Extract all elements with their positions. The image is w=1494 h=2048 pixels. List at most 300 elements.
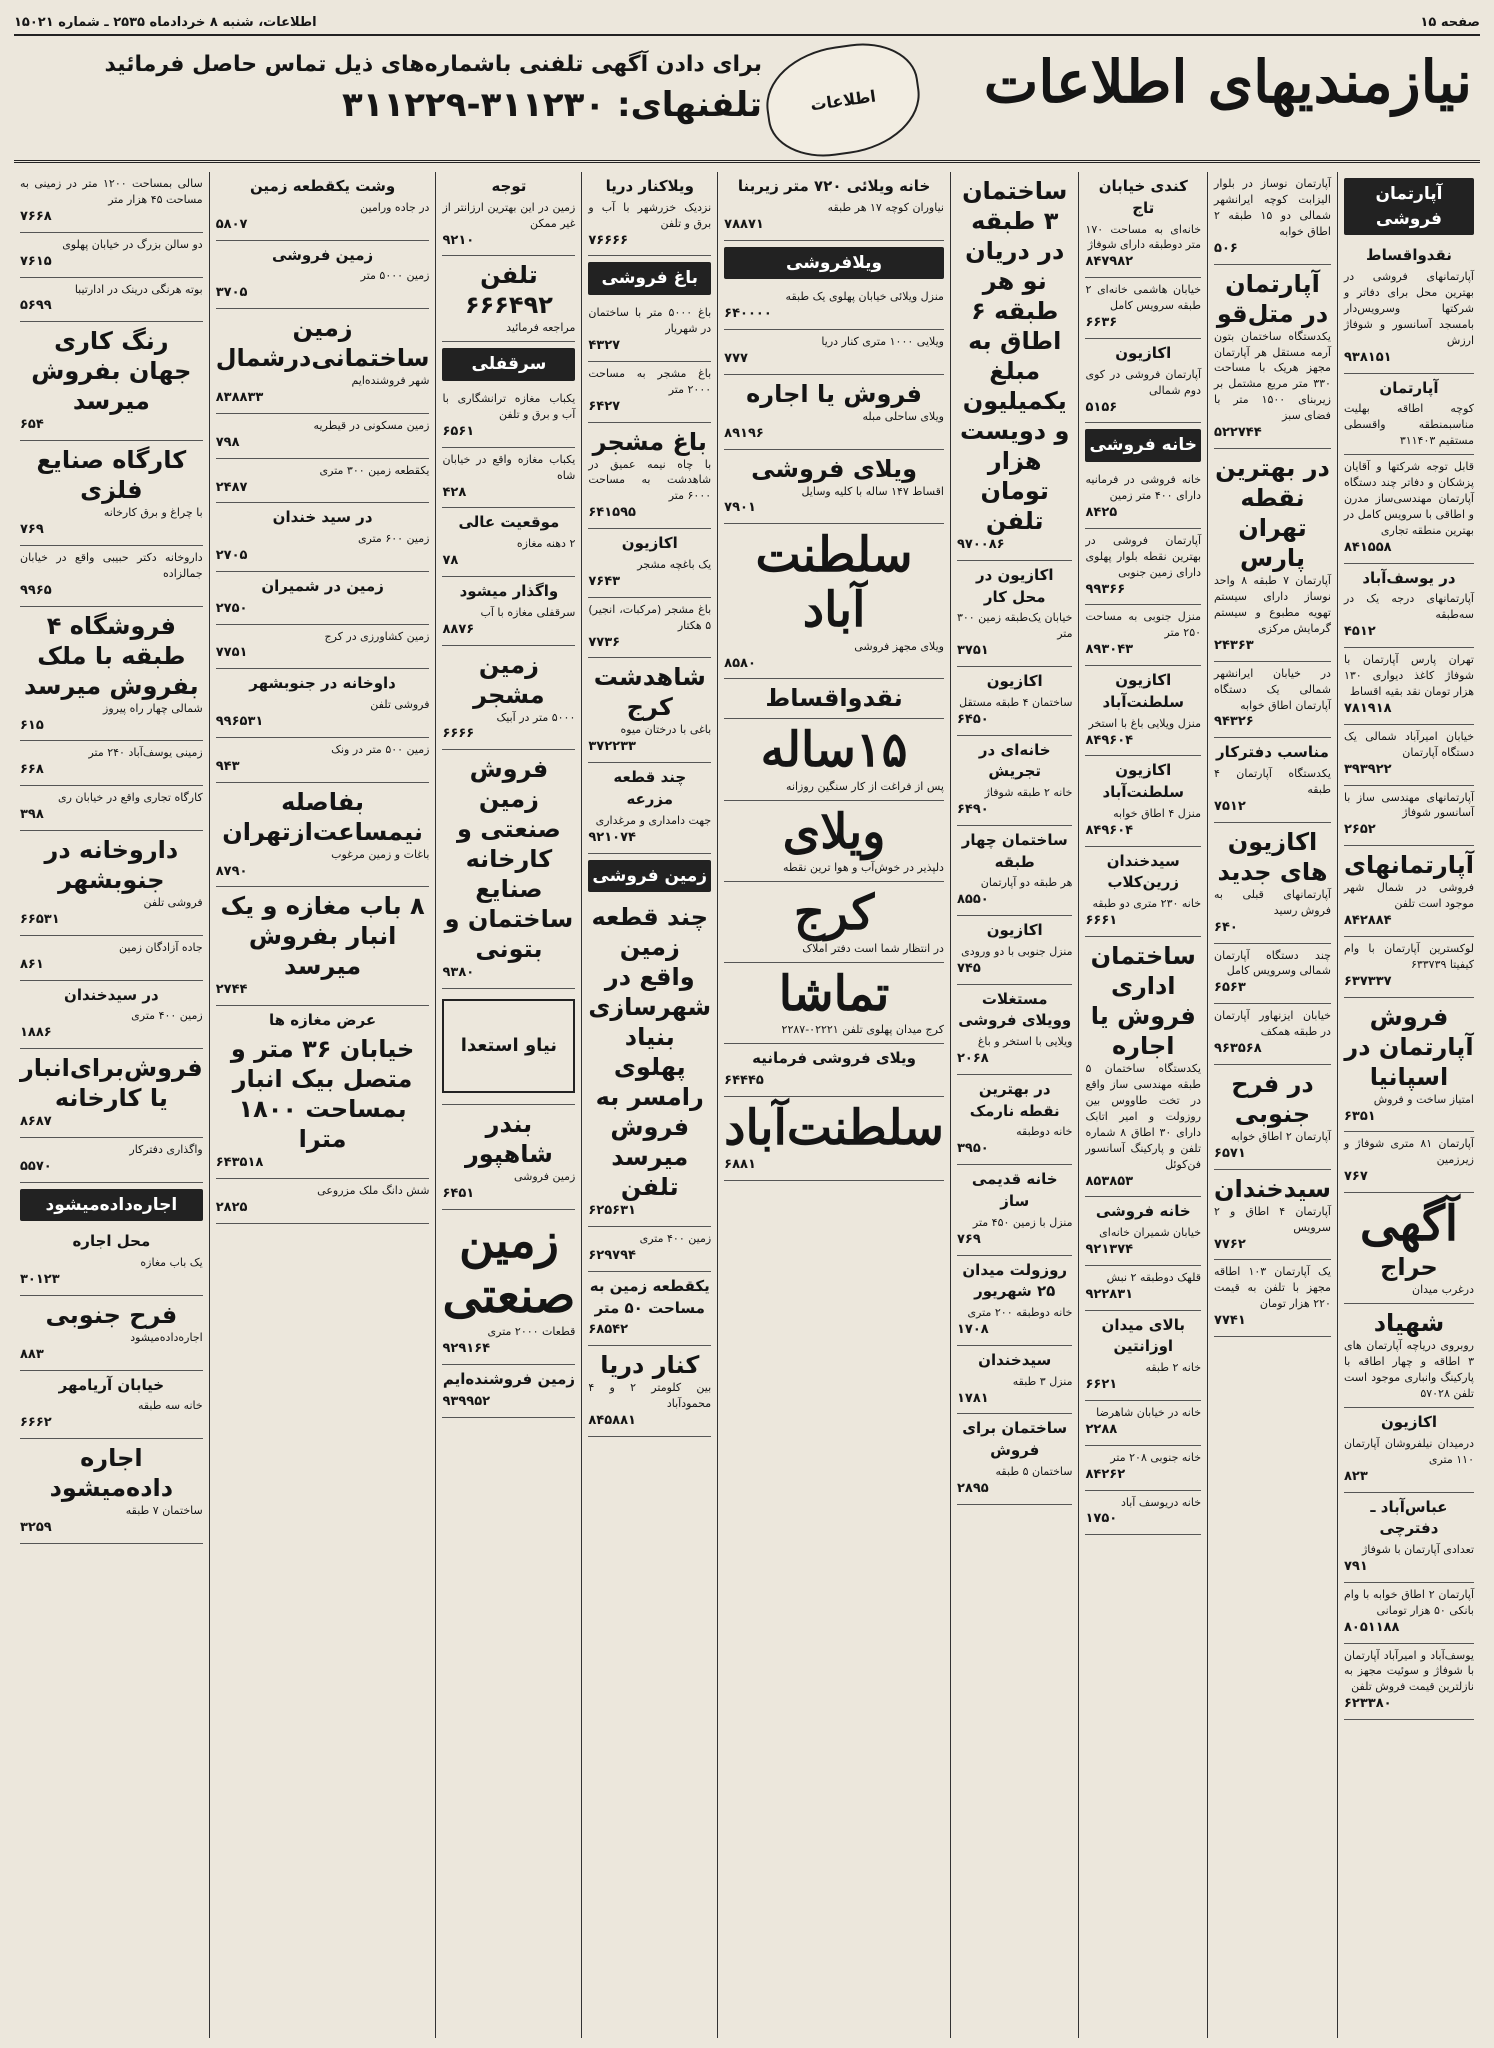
ad-large-text: شاهدشت کرج	[593, 663, 706, 722]
ad-body: زمین فروشی	[513, 1170, 576, 1184]
classified-ad	[442, 1105, 575, 1210]
ad-body: تهران پارس آپارتمان با شوفاژ کاغذ دیواری ۱۳۰ هزار تومان نقد بقیه اقساط	[1343, 653, 1474, 698]
ad-phone: ۶۵۶۱	[442, 423, 475, 439]
classified-ad	[1344, 1132, 1474, 1193]
ad-phone: ۶۴۲۷	[588, 398, 621, 414]
ad-body: آپارتمانهای درجه یک در سه‌طبقه	[1343, 592, 1474, 622]
ad-body: آپارتمانهای قبلی به فروش رسید	[1214, 887, 1331, 917]
ad-body: امتیاز ساخت و فروش	[1373, 1092, 1474, 1106]
ad-body: چند دستگاه آپارتمان شمالی وسرویس کامل	[1214, 948, 1331, 978]
ad-phone: ۳۹۵۰	[956, 1141, 989, 1157]
ad-large-text: فروش‌برای‌انبار یا کارخانه	[19, 1054, 203, 1113]
ad-large-text: حراج	[1380, 1253, 1438, 1282]
ad-phone: ۸۴۲۶۲	[1085, 1466, 1126, 1482]
ad-body: منزل ۴ اطاق خوابه	[1113, 806, 1202, 820]
ad-body: باغات و زمین مرغوب	[331, 847, 430, 861]
ad-phone: ۶۵۴	[20, 417, 44, 433]
section-header: سرقفلی	[442, 348, 575, 381]
classified-ad	[1085, 468, 1201, 529]
page-number: صفحه ۱۵	[1420, 14, 1480, 30]
ad-large-text: فروش زمین صنعتی و کارخانه صنایع ساختمان و بتونی	[444, 755, 574, 964]
ad-heading: محل اجاره	[72, 1232, 151, 1251]
ad-body: فروشی تلفن	[370, 698, 430, 712]
ad-body: منزل جنوبی با دو ورودی	[961, 944, 1073, 958]
classified-ad	[20, 1371, 203, 1440]
ad-body: خانه جنوبی ۲۰۸ متر	[1110, 1450, 1202, 1464]
ad-body: زمین ۵۰۰۰ متر	[360, 269, 430, 283]
ad-body: دو سالن بزرگ در خیابان پهلوی	[62, 237, 203, 251]
ad-heading: خانه‌ای در تجریش	[978, 740, 1051, 781]
ad-phone: ۹۹۳۶۶	[1085, 581, 1126, 597]
ad-phone: ۷۶۱۵	[20, 253, 52, 269]
ad-body: جهت دامداری و مرغداری	[595, 813, 712, 827]
ad-phone: ۲۷۵۰	[215, 600, 248, 616]
ad-phone: ۸۸۳	[20, 1346, 44, 1362]
ad-column	[1078, 172, 1207, 2038]
ad-heading: عباس‌آباد ـ دفترچی	[1370, 1497, 1448, 1538]
ad-body: لوکسترین آپارتمان با وام کیفیتا ۶۳۳۷۳۹	[1343, 941, 1474, 971]
ad-phone: ۹۴۳۲۶	[1214, 714, 1254, 730]
ad-phone: ۴۲۸	[442, 484, 467, 500]
classified-ad	[724, 524, 944, 679]
ad-body: هر طبقه دو آپارتمان	[980, 876, 1073, 890]
classified-ad	[1085, 1491, 1201, 1536]
classified-ad	[1214, 662, 1331, 739]
ad-body: باغ مشجر (مرکبات، انجیر) ۵ هکتار	[588, 602, 712, 632]
classified-ad	[20, 936, 203, 981]
ad-phone: ۶۲۵۶۳۱	[588, 1203, 636, 1219]
ad-body: منزل با زمین ۴۵۰ متر	[972, 1215, 1073, 1229]
ad-phone: ۶۶۶۱	[1085, 913, 1118, 929]
issue-line: اطلاعات، شنبه ۸ خردادماه ۲۵۳۵ ـ شماره ۱۵۰۲۱	[14, 14, 317, 30]
classified-ad	[20, 546, 203, 607]
ad-body: آپارتمانهای فروشی در بهترین محل برای دفاتر و شرکتها وسرویس‌دار بامسجد آسانسور و شوفاژ ارزش	[1343, 270, 1474, 347]
ad-large-text: کارگاه صنایع فلزی	[36, 446, 187, 505]
ad-phone: ۶۴۴۴۵	[724, 1072, 764, 1088]
ad-body: یکقطعه زمین ۳۰۰ متری	[319, 463, 430, 477]
ad-body: فروشی تلفن	[143, 895, 203, 909]
classified-ad	[1344, 455, 1474, 564]
classified-ad	[216, 669, 430, 738]
ad-body: در خیابان ایرانشهر شمالی یک دستگاه آپارتمان اطاق خوابه	[1214, 666, 1331, 712]
ad-phone: ۶۶۳۶	[1085, 315, 1118, 331]
classified-ad	[216, 572, 430, 625]
ad-body: خانه دوطبقه ۲۰۰ متری	[967, 1306, 1073, 1320]
classified-ad	[588, 1227, 711, 1272]
illustration-text: نیاو استعدا	[460, 1035, 558, 1057]
classified-ad	[1085, 339, 1201, 423]
masthead	[14, 40, 1480, 163]
classified-ad	[1344, 786, 1474, 847]
ad-body: پس از فراغت از کار سنگین روزانه	[786, 779, 944, 793]
classified-ad	[1344, 846, 1474, 937]
ad-phone: ۸۹۳۰۴۳	[1085, 642, 1134, 658]
ad-body: خانه دریوسف آباد	[1120, 1495, 1202, 1509]
ad-phone: ۶۶۶۶	[442, 726, 475, 742]
ad-body: قلهک دوطبقه ۲ نبش	[1106, 1270, 1202, 1284]
ad-phone: ۹۲۱۰۷۴	[588, 829, 636, 845]
ad-heading: توجه	[491, 177, 527, 195]
ad-phone: ۷۷۴۱	[1214, 1313, 1246, 1329]
ad-heading: اکازیون	[986, 921, 1043, 940]
classified-ad	[588, 1346, 711, 1437]
classified-ad	[1085, 605, 1201, 666]
ad-column	[1337, 172, 1480, 2038]
phone-note-line2: تلفنهای: ۳۱۱۲۳۰-۳۱۱۲۲۹	[342, 85, 762, 125]
classified-ad	[20, 233, 203, 278]
ad-body: دلپذیر در خوش‌آب و هوا ترین نقطه	[783, 860, 944, 874]
ad-phone: ۲۷۴۴	[215, 982, 248, 998]
classified-ad	[1214, 738, 1331, 822]
ad-phone: ۵۸۰۷	[215, 216, 248, 232]
ad-heading: سیدخندان	[978, 1350, 1052, 1369]
classified-ad	[20, 1439, 203, 1544]
classified-ad	[442, 387, 575, 448]
classified-ad	[216, 887, 430, 1006]
newspaper-page	[14, 10, 1480, 2038]
ad-body: مراجعه فرمائید	[506, 321, 576, 335]
ad-phone: ۳۷۵۱	[956, 643, 989, 659]
ad-body: منزل ۳ طبقه	[1012, 1374, 1073, 1388]
ad-display-text: تماشا	[778, 965, 890, 1022]
ad-phone: ۱۷۰۸	[956, 1321, 989, 1337]
classified-ad	[724, 801, 944, 882]
ad-heading: زمین در شمیران	[261, 576, 384, 595]
ad-body: باغ ۵۰۰۰ متر با ساختمان در شهریار	[588, 306, 712, 336]
ad-body: خیابان یک‌طبقه زمین ۳۰۰ متر	[956, 611, 1073, 641]
classified-ad	[20, 441, 203, 546]
classified-ad	[20, 741, 203, 786]
classified-ad	[442, 1210, 575, 1365]
classified-ad	[724, 285, 944, 330]
ad-phone: ۷۶۹	[20, 522, 44, 538]
ad-phone: ۸۴۲۸۸۴	[1343, 913, 1392, 929]
ad-large-text: اکازیون های جدید	[1217, 827, 1328, 886]
classified-ad	[724, 330, 944, 375]
ad-body: زمین ۶۰۰ متری	[357, 532, 430, 546]
ad-heading: در بهترین نقطه نارمک	[969, 1079, 1060, 1120]
ad-body: با چاه نیمه عمیق در شاهدشت به مساحت ۶۰۰۰ متر	[588, 457, 712, 503]
classified-ad	[1085, 1401, 1201, 1446]
classified-ad	[724, 882, 944, 963]
classified-ad	[1344, 937, 1474, 998]
classified-ad	[1214, 1004, 1331, 1065]
ad-large-text: رنگ کاری جهان بفروش میرسد	[31, 327, 192, 416]
ad-phone: ۸۴۱۵۵۸	[1343, 539, 1392, 555]
classified-ad	[724, 375, 944, 450]
ad-display-text: ۱۵ساله	[760, 722, 908, 779]
ad-heading: زمین فروشی	[272, 245, 374, 264]
ad-heading: چند قطعه مزرعه	[613, 768, 687, 808]
ad-body: در انتظار شما است دفتر املاک	[802, 941, 944, 955]
ad-heading: بالای میدان اوزانتین	[1101, 1315, 1185, 1356]
ad-phone: ۷۹۱	[1343, 1558, 1368, 1574]
folio-line	[14, 10, 1480, 36]
ad-phone: ۷۷۵۱	[215, 645, 248, 661]
ad-phone: ۲۴۸۷	[215, 479, 248, 495]
ad-phone: ۳۰۱۲۳	[20, 1272, 60, 1288]
ad-body: کارگاه تجاری واقع در خیابان ری	[57, 791, 203, 805]
ad-body: بوته هرنگی درینک در ادارتیبا	[74, 282, 203, 296]
ad-heading: مناسب دفترکار	[1216, 743, 1329, 762]
ad-body: منزل جنوبی به مساحت ۲۵۰ متر	[1085, 610, 1202, 640]
ad-heading: خانه ویلائی ۷۲۰ متر زیربنا	[737, 177, 931, 195]
classified-ad	[724, 1044, 944, 1097]
classified-ad	[957, 561, 1073, 667]
ad-phone: ۲۰۶۸	[956, 1051, 989, 1067]
ad-phone: ۹۹۶۵	[20, 582, 52, 598]
classified-ad	[1344, 998, 1474, 1133]
classified-ad	[216, 241, 430, 310]
classified-ad	[1085, 1197, 1201, 1266]
classified-ad	[20, 278, 203, 323]
ad-body: خیابان امیرآباد شمالی یک دستگاه آپارتمان	[1343, 729, 1474, 759]
ad-body: یکدستگاه ساختمان ۵ طبقه مهندسی ساز واقع در تخت طاووس بین روزولت و امیر اتابک دارای ۳۰ اطاق ۸ شماره تلفن و پارکینگ آسانسور فن‌کوئل	[1085, 1061, 1202, 1171]
ad-phone: ۷۶۶۸	[20, 208, 52, 224]
ad-display-text: سلطنت‌آباد	[724, 1099, 944, 1156]
ad-heading: مستغلات وویلای فروشی	[958, 989, 1072, 1030]
ad-body: داروخانه دکتر حبیبی واقع در خیابان جمالزاده	[20, 550, 203, 580]
masthead-logo	[759, 36, 927, 164]
ad-phone: ۵۰۶	[1214, 240, 1238, 256]
ad-large-text: زمین مشجر	[473, 650, 545, 709]
ad-large-text: شهیاد	[1373, 1309, 1445, 1338]
ad-body: اجاره‌داده‌میشود	[130, 1330, 203, 1344]
ad-large-text: خیابان ۳۶ متر و متصل بیک انبار بمساحت ۱۸۰۰ مترا	[230, 1035, 415, 1153]
ad-phone: ۸۰۵۱۱۸۸	[1343, 1619, 1400, 1635]
classified-ad	[724, 963, 944, 1044]
ad-body: خانه سه طبقه	[137, 1399, 203, 1413]
ad-large-text: فروش آپارتمان در اسپانیا	[1344, 1002, 1474, 1091]
ad-column	[1207, 172, 1337, 2038]
ad-heading: کندی خیابان تاج	[1098, 177, 1188, 217]
ad-body: ویلای ساحلی مبله	[862, 409, 944, 423]
ad-display-text: زمین صنعتی	[442, 1212, 576, 1325]
ad-phone: ۶۵۷۱	[1214, 1145, 1246, 1161]
ad-body: ساختمان ۷ طبقه	[125, 1504, 203, 1518]
classified-ad	[957, 1414, 1073, 1504]
ad-large-text: ساختمان ۳ طبقه در دریان نو هر طبقه ۶ اطاق به مبلغ یکمیلیون و دویست هزار تومان تلفن	[960, 177, 1070, 535]
classified-ad	[1344, 1193, 1474, 1304]
ad-body: بین کلومتر ۲ و ۴ محمودآباد	[588, 1381, 712, 1411]
section-header: اجاره‌داده‌میشود	[20, 1189, 203, 1222]
ad-body: قابل توجه شرکتها و آقایان پزشکان و دفاتر چند دستگاه آپارتمان مهندسی‌ساز مدرن و اطاقی با سرویس کامل در بهترین منطقه تجاری	[1343, 460, 1474, 537]
ad-heading: عرض مغازه ها	[269, 1011, 377, 1030]
ad-phone: ۷۹۰۱	[724, 500, 756, 516]
ad-phone: ۴۵۱۲	[1343, 624, 1376, 640]
ad-large-text: داروخانه در جنوبشهر	[44, 835, 179, 894]
ad-heading: ویلای فروشی فرمانیه	[752, 1048, 916, 1067]
ad-body: آپارتمان فروشی در کوی دوم شمالی	[1085, 367, 1202, 397]
ad-body: ویلایی ۱۰۰۰ متری کنار دریا	[821, 334, 944, 348]
classified-ad	[588, 1272, 711, 1346]
classified-ad	[442, 172, 575, 256]
ad-heading: داوخانه در جنوبشهر	[249, 674, 396, 693]
ad-phone: ۶۴۰۰۰۰	[724, 306, 772, 322]
ad-body: آپارتمان ۴ اطاق و ۲ سرویس	[1214, 1204, 1331, 1234]
classified-ad	[216, 783, 430, 888]
ad-phone: ۶۲۹۷۹۴	[588, 1247, 636, 1263]
classified-ad	[216, 503, 430, 572]
ad-body: روبروی دریاچه آپارتمان های ۳ اطاقه و چهار اطاقه با پارکینگ وانباری موجود است تلفن ۵۷۰۲۸	[1343, 1339, 1474, 1401]
classified-ad	[20, 831, 203, 936]
ad-phone: ۷۶۶۶۶	[588, 232, 629, 248]
ad-body: زمینی یوسف‌آباد ۲۴۰ متر	[88, 746, 203, 760]
classified-ad	[1085, 529, 1201, 606]
ad-heading: زمین فروشنده‌ایم	[442, 1370, 575, 1389]
ad-heading: نقدواقساط	[1366, 246, 1452, 265]
ad-phone: ۵۱۵۶	[1085, 399, 1118, 415]
ad-large-text: ساختمان اداری فروش یا اجاره	[1090, 941, 1196, 1060]
ad-body: خانه ۲۳۰ متری دو طبقه	[1092, 897, 1202, 911]
section-header: خانه فروشی	[1085, 429, 1201, 462]
ad-display-text: کرج	[793, 884, 875, 941]
ad-phone: ۸۶۱	[20, 956, 44, 972]
ad-phone: ۹۳۸۰	[442, 965, 475, 981]
ad-phone: ۹۷۰۰۸۶	[956, 537, 1005, 552]
ad-body: باغی با درختان میوه	[620, 723, 712, 737]
ad-large-text: کنار دریا	[600, 1351, 700, 1380]
classified-ad	[1214, 1170, 1331, 1261]
ad-large-text: فروشگاه ۴ طبقه با ملک بفروش میرسد	[24, 611, 199, 700]
ad-column	[435, 172, 581, 2038]
ad-column	[209, 172, 436, 2038]
ad-phone: ۹۲۱۳۷۴	[1085, 1242, 1134, 1258]
ad-body: ۲ دهنه مغازه	[516, 537, 576, 551]
ad-phone: ۶۴۵۱	[442, 1186, 475, 1202]
ad-phone: ۹۲۲۸۳۱	[1085, 1286, 1134, 1302]
ad-phone: ۸۸۷۶	[442, 621, 475, 637]
classified-ad	[1085, 1311, 1201, 1401]
ad-phone: ۲۶۵۲	[1343, 822, 1376, 838]
classified-ad	[1214, 265, 1331, 449]
ad-body: خیابان هاشمی خانه‌ای ۲ طبقه سرویس کامل	[1085, 283, 1202, 313]
ad-phone: ۸۴۷۹۸۲	[1085, 254, 1134, 270]
ad-heading: اکازیون در محل کار	[975, 565, 1054, 606]
ad-body: آپارتمان ۲ اطاق خوابه با وام بانکی ۵۰ هزار تومانی	[1343, 1587, 1474, 1617]
ad-body: یک باب مغازه	[140, 1256, 203, 1270]
classified-ad	[1085, 1266, 1201, 1311]
ad-body: درمیدان نیلفروشان آپارتمان ۱۱۰ متری	[1343, 1436, 1474, 1466]
classified-ad	[20, 1049, 203, 1138]
ad-heading: خانه فروشی	[1095, 1202, 1191, 1221]
ad-body: کوچه اطاقه بهلیت مناسبمنطقه واقسطی مستقیم ۳۱۱۴۰۳	[1343, 402, 1474, 448]
classified-ad	[216, 625, 430, 670]
ad-body: خانه فروشی در فرمانیه دارای ۴۰۰ متر زمین	[1085, 473, 1202, 502]
ad-phone: ۷۴۵	[956, 960, 981, 976]
classified-ad	[1344, 374, 1474, 456]
classified-ad	[588, 301, 711, 362]
ad-phone: ۶۴۱۵۹۵	[588, 505, 636, 521]
ad-body: یکدستگاه آپارتمان ۴ طبقه	[1214, 767, 1331, 796]
ad-heading: ویلاکنار دریا	[605, 177, 694, 195]
classified-ad	[588, 362, 711, 423]
classified-ad	[1214, 1260, 1331, 1337]
ad-column	[950, 172, 1079, 2038]
ad-body: ساختمان ۵ طبقه	[995, 1464, 1073, 1478]
ad-column	[581, 172, 717, 2038]
ad-phone: ۷۹۸	[215, 434, 240, 450]
masthead-phone-note	[22, 52, 762, 125]
ad-body: خانه در خیابان شاهرضا	[1096, 1405, 1202, 1419]
ad-phone: ۶۶۶۲	[20, 1415, 52, 1431]
ad-phone: ۸۵۳۸۵۳	[1085, 1173, 1134, 1189]
ad-body: آپارتمان ۷ طبقه ۸ واحد نوساز دارای سیستم تهویه مطبوع و سیستم گرمایش مرکزی	[1214, 574, 1331, 635]
classified-ad	[1344, 1493, 1474, 1583]
ad-heading: یکقطعه زمین به مساحت ۵۰ متر	[589, 1276, 710, 1317]
ad-body: یک آپارتمان ۱۰۳ اطاقه مجهز با تلفن به قیمت ۲۲۰ هزار تومان	[1214, 1265, 1331, 1311]
section-header: ویلافروشی	[724, 247, 944, 280]
ad-body: نیاوران کوچه ۱۷ هر طبقه	[827, 200, 944, 214]
ad-phone: ۳۹۸	[20, 807, 44, 823]
ad-body: کرج میدان پهلوی تلفن ۰۲۲۲۱-۲۲۸۷	[781, 1023, 944, 1037]
ad-heading: روزولت میدان ۲۵ شهریور	[962, 1260, 1068, 1301]
ad-phone: ۶۶۵۳۱	[20, 911, 60, 927]
ad-phone: ۶۶۸	[20, 762, 44, 778]
ad-large-text: فرح جنوبی	[45, 1300, 178, 1329]
ad-body: آپارتمانهای مهندسی ساز با آسانسور شوفاژ	[1343, 790, 1474, 820]
ad-body: خانه دوطبقه	[1016, 1125, 1073, 1139]
ad-phone: ۸۴۲۵	[1085, 504, 1118, 520]
ad-body: آپارتمان ۲ اطاق خوابه	[1230, 1129, 1331, 1143]
classified-ad	[957, 826, 1073, 916]
ad-large-text: بندر شاهپور	[464, 1110, 553, 1169]
classified-ad	[957, 1346, 1073, 1415]
classified-ad	[957, 736, 1073, 826]
ad-phone: ۲۷۰۵	[215, 548, 248, 564]
ad-large-text: بفاصله نیمساعت‌ازتهران	[222, 787, 423, 846]
ad-phone: ۲۸۲۵	[215, 1199, 248, 1215]
ad-phone: ۷۶۴۳	[588, 573, 621, 589]
classified-ad	[1344, 1304, 1474, 1408]
ad-phone: ۸۲۳	[1343, 1468, 1368, 1484]
ad-column	[14, 172, 209, 2038]
ad-heading: اکازیون	[986, 672, 1043, 691]
classified-ad	[216, 459, 430, 504]
classified-ad	[442, 256, 575, 342]
ad-phone: ۸۴۵۸۸۱	[588, 1413, 636, 1428]
classified-ad	[1085, 278, 1201, 339]
ad-heading: اکازیون	[1115, 343, 1172, 362]
ad-large-text: نقدواقساط	[765, 684, 903, 713]
ad-heading: خیابان آریامهر	[58, 1375, 165, 1394]
ad-large-text: زمین ساختمانی‌درشمال	[215, 314, 430, 373]
classified-ad	[1214, 449, 1331, 662]
ad-body: باغ مشجر به مساحت ۲۰۰۰ متر	[588, 366, 712, 396]
classified-ad	[20, 1227, 203, 1296]
ad-phone: ۹۲۹۱۶۴	[442, 1341, 491, 1357]
ad-phone: ۲۴۳۶۳	[1214, 637, 1254, 653]
ad-heading: در سید خندان	[272, 508, 373, 527]
ad-phone: ۱۸۸۶	[20, 1025, 52, 1041]
classified-ad	[20, 981, 203, 1050]
ad-body: خیابان ایزنهاور آپارتمان در طبقه همکف	[1214, 1009, 1331, 1039]
classified-ad	[1214, 944, 1331, 1005]
ad-heading: در یوسف‌آباد	[1362, 568, 1456, 587]
ad-phone: ۶۴۳۵۱۸	[215, 1155, 264, 1170]
ad-phone: ۸۴۹۶۰۴	[1085, 822, 1134, 838]
ad-body: خانه ۲ طبقه	[1145, 1361, 1202, 1375]
ad-large-text: در بهترین نقطه تهران پارس	[1215, 454, 1330, 573]
logo-text: اطلاعات	[809, 86, 877, 114]
ad-heading: اکازیون	[1380, 1413, 1437, 1432]
classified-ad	[1085, 666, 1201, 756]
section-header: آپارتمان فروشی	[1344, 178, 1474, 235]
ad-large-text: اجاره داده‌میشود	[49, 1444, 174, 1503]
illustration-logo	[442, 999, 575, 1093]
ad-phone: ۸۵۸۰	[724, 655, 756, 671]
ad-heading: موقعیت عالی	[458, 513, 560, 532]
